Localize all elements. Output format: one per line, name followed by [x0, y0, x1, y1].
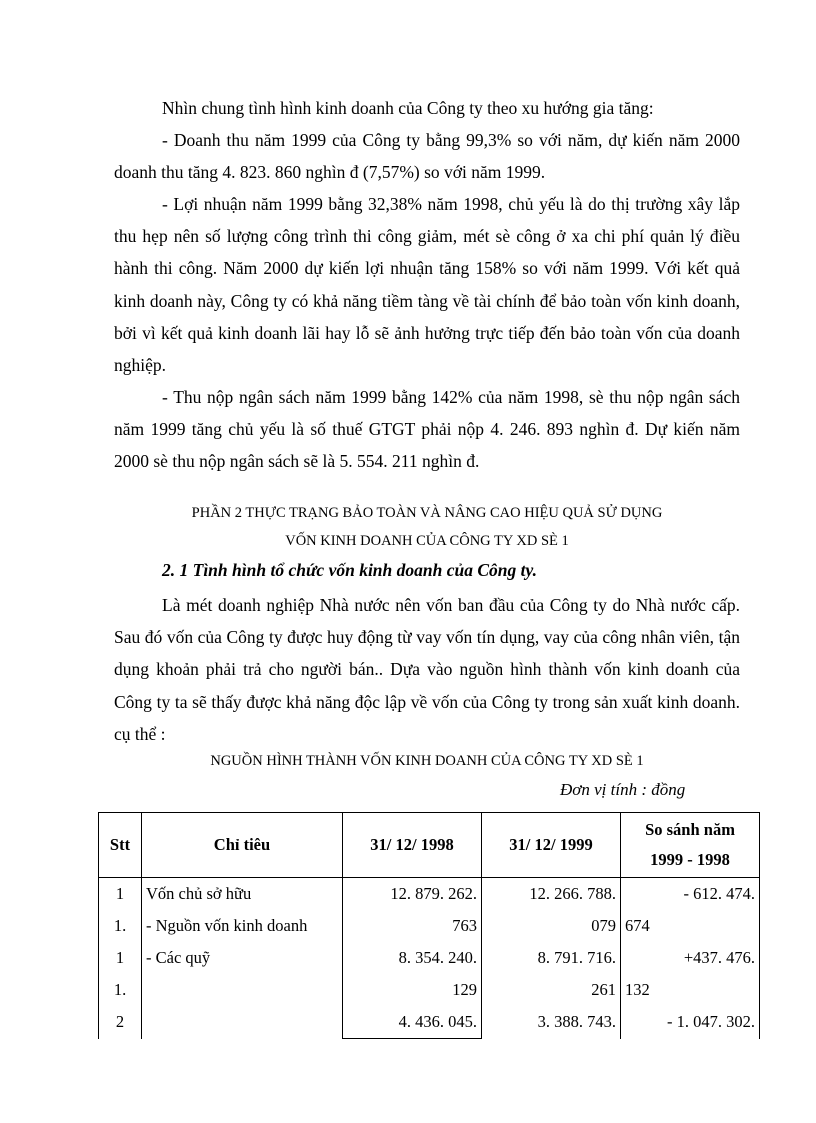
subsection-heading: 2. 1 Tình hình tổ chức vốn kinh doanh của Công ty.	[162, 560, 537, 580]
header-compare-line2: 1999 - 1998	[650, 850, 730, 869]
paragraph-intro: Nhìn chung tình hình kinh doanh của Công ty theo xu hướng gia tăng:	[162, 98, 654, 118]
cell-chi-tieu: Vốn chủ sở hữu	[142, 878, 343, 911]
cell-diff: 674	[621, 910, 760, 942]
cell-chi-tieu: - Nguồn vốn kinh doanh	[142, 910, 343, 942]
cell-diff: +437. 476.	[621, 942, 760, 974]
section-heading-line1: PHẦN 2 THỰC TRẠNG BẢO TOÀN VÀ NÂNG CAO HIỆU QUẢ SỬ DỤNG	[191, 505, 663, 521]
cell-stt: 2	[99, 1006, 142, 1039]
table-row	[99, 974, 760, 1006]
cell-stt: 1.	[99, 910, 142, 942]
cell-diff: - 612. 474.	[621, 878, 760, 911]
paragraph-revenue: - Doanh thu năm 1999 của Công ty bằng 99,3% so với năm, dự kiến năm 2000 doanh thu tăng 4. 823. 860 nghìn đ (7,57%) so với năm 1999.	[114, 130, 740, 183]
paragraph-capital: Là mét doanh nghiệp Nhà nước nên vốn ban đầu của Công ty do Nhà nước cấp. Sau đó vốn của Công ty được huy động từ vay vốn tín dụng, vay của công nhân viên, tận dụng khoản phải trả cho người bán.. Dựa vào nguồn hình thành vốn kinh doanh của Công ty ta sẽ thấy được khả năng độc lập về vốn của Công ty trong sản xuất kinh doanh. cụ thể :	[114, 595, 740, 744]
table-row	[99, 910, 760, 942]
cell-diff: - 1. 047. 302.	[621, 1006, 760, 1039]
capital-source-table	[98, 812, 760, 1039]
cell-1999: 8. 791. 716.	[482, 942, 621, 974]
cell-chi-tieu	[142, 1006, 343, 1039]
cell-1999: 3. 388. 743.	[482, 1006, 621, 1039]
cell-1999: 261	[482, 974, 621, 1006]
table-row	[99, 942, 760, 974]
cell-1999: 12. 266. 788.	[482, 878, 621, 911]
cell-1998: 12. 879. 262.	[343, 878, 482, 911]
cell-1998: 8. 354. 240.	[343, 942, 482, 974]
header-1999: 31/ 12/ 1999	[482, 813, 621, 878]
table-row	[99, 878, 760, 911]
header-stt: Stt	[99, 813, 142, 878]
paragraph-profit: - Lợi nhuận năm 1999 bằng 32,38% năm 1998, chủ yếu là do thị trường xây lắp thu hẹp nên số lượng công trình thi công giảm, mét sè công ở xa chi phí quản lý điều hành thi công. Năm 2000 dự kiến lợi nhuận tăng 158% so với năm 1999. Với kết quả kinh doanh này, Công ty có khả năng tiềm tàng về tài chính để bảo toàn vốn kinh doanh, bởi vì kết quả kinh doanh lãi hay lỗ sẽ ảnh hưởng trực tiếp đến bảo toàn vốn của doanh nghiệp.	[114, 194, 740, 376]
cell-chi-tieu: - Các quỹ	[142, 942, 343, 974]
table-row	[99, 1006, 760, 1039]
unit-note: Đơn vị tính : đồng	[560, 780, 686, 799]
section-heading-line2: VỐN KINH DOANH CỦA CÔNG TY XD SÈ 1	[285, 533, 569, 549]
table-header-row	[99, 813, 760, 878]
header-1998: 31/ 12/ 1998	[343, 813, 482, 878]
cell-diff: 132	[621, 974, 760, 1006]
header-compare	[621, 813, 760, 878]
paragraph-budget: - Thu nộp ngân sách năm 1999 bằng 142% của năm 1998, sè thu nộp ngân sách năm 1999 tăng chủ yếu là số thuế GTGT phải nộp 4. 246. 893 nghìn đ. Dự kiến năm 2000 sè thu nộp ngân sách sẽ là 5. 554. 211 nghìn đ.	[114, 387, 740, 472]
cell-1998: 4. 436. 045.	[343, 1006, 482, 1039]
header-compare-line1: So sánh năm	[645, 820, 735, 839]
cell-chi-tieu	[142, 974, 343, 1006]
cell-1998: 763	[343, 910, 482, 942]
cell-stt: 1	[99, 878, 142, 911]
cell-stt: 1.	[99, 974, 142, 1006]
cell-1998: 129	[343, 974, 482, 1006]
table-caption: NGUỒN HÌNH THÀNH VỐN KINH DOANH CỦA CÔNG TY XD SÈ 1	[210, 753, 644, 769]
header-chi-tieu: Chỉ tiêu	[142, 813, 343, 878]
cell-stt: 1	[99, 942, 142, 974]
cell-1999: 079	[482, 910, 621, 942]
